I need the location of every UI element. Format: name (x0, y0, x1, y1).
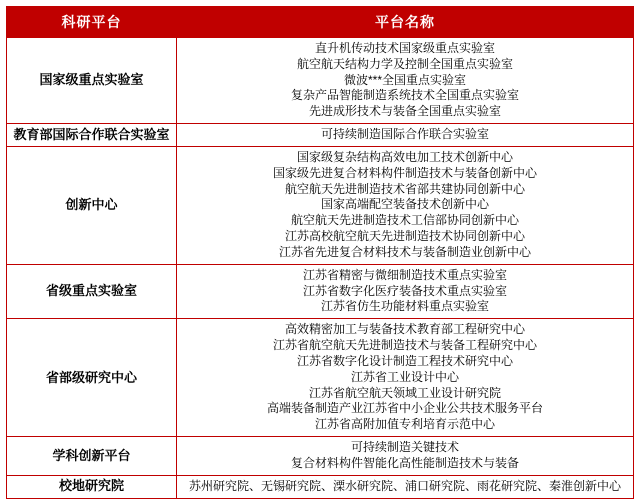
row-items (177, 319, 634, 437)
row-items (177, 475, 634, 498)
research-platform-table (6, 6, 634, 499)
list-item: 航空航天结构力学及控制全国重点实验室 (296, 56, 513, 71)
list-item: 江苏省仿生功能材料重点实验室 (320, 299, 489, 314)
list-item: 高效精密加工与装备技术教育部工程研究中心 (284, 322, 525, 337)
list-item: 高端装备制造产业江苏省中小企业公共技术服务平台 (266, 401, 543, 416)
list-item: 江苏省工业设计中心 (350, 369, 459, 384)
table-row (7, 264, 634, 318)
row-category: 省部级研究中心 (7, 319, 177, 437)
table-row (7, 475, 634, 498)
list-item: 航空航天先进制造技术工信部协同创新中心 (290, 213, 519, 228)
table-row (7, 38, 634, 124)
list-item: 国家级先进复合材料构件制造技术与装备创新中心 (272, 165, 537, 180)
row-items (177, 437, 634, 476)
list-item: 可持续制造关键技术 (350, 440, 459, 455)
row-items (177, 146, 634, 264)
list-item: 航空航天先进制造技术省部共建协同创新中心 (284, 181, 525, 196)
column-header-platform-type: 科研平台 (7, 7, 177, 38)
list-item: 江苏高校航空航天先进制造技术协同创新中心 (284, 229, 525, 244)
list-item: 苏州研究院、无锡研究院、溧水研究院、浦口研究院、雨花研究院、秦淮创新中心 (188, 478, 621, 493)
column-header-platform-name: 平台名称 (177, 7, 634, 38)
table-body (7, 38, 634, 499)
row-category: 教育部国际合作联合实验室 (7, 124, 177, 147)
list-item: 江苏省数字化设计制造工程技术研究中心 (296, 353, 513, 368)
list-item: 江苏省航空航天先进制造技术与装备工程研究中心 (272, 338, 537, 353)
table-row (7, 124, 634, 147)
table-header (7, 7, 634, 38)
list-item: 江苏省先进复合材料技术与装备制造业创新中心 (278, 244, 531, 259)
list-item: 江苏省高附加值专利培育示范中心 (314, 417, 495, 432)
list-item: 国家高端配空装备技术创新中心 (320, 197, 489, 212)
list-item: 江苏省数字化医疗装备技术重点实验室 (302, 283, 507, 298)
list-item: 微波***全国重点实验室 (343, 72, 466, 87)
row-items (177, 38, 634, 124)
list-item: 复杂产品智能制造系统技术全国重点实验室 (290, 88, 519, 103)
list-item: 复合材料构件智能化高性能制造技术与装备 (290, 455, 519, 470)
row-category: 学科创新平台 (7, 437, 177, 476)
table-row (7, 437, 634, 476)
row-category: 省级重点实验室 (7, 264, 177, 318)
row-items (177, 124, 634, 147)
row-category: 创新中心 (7, 146, 177, 264)
list-item: 直升机传动技术国家级重点实验室 (314, 41, 495, 55)
list-item: 可持续制造国际合作联合实验室 (320, 127, 489, 142)
list-item: 先进成形技术与装备全国重点实验室 (308, 104, 501, 119)
row-category: 校地研究院 (7, 475, 177, 498)
list-item: 江苏省精密与微细制造技术重点实验室 (302, 267, 507, 282)
list-item: 国家级复杂结构高效电加工技术创新中心 (296, 149, 513, 164)
list-item: 江苏省航空航天领域工业设计研究院 (308, 385, 501, 400)
table-row (7, 319, 634, 437)
row-category: 国家级重点实验室 (7, 38, 177, 124)
row-items (177, 264, 634, 318)
table-header-row (7, 7, 634, 38)
table-row (7, 146, 634, 264)
